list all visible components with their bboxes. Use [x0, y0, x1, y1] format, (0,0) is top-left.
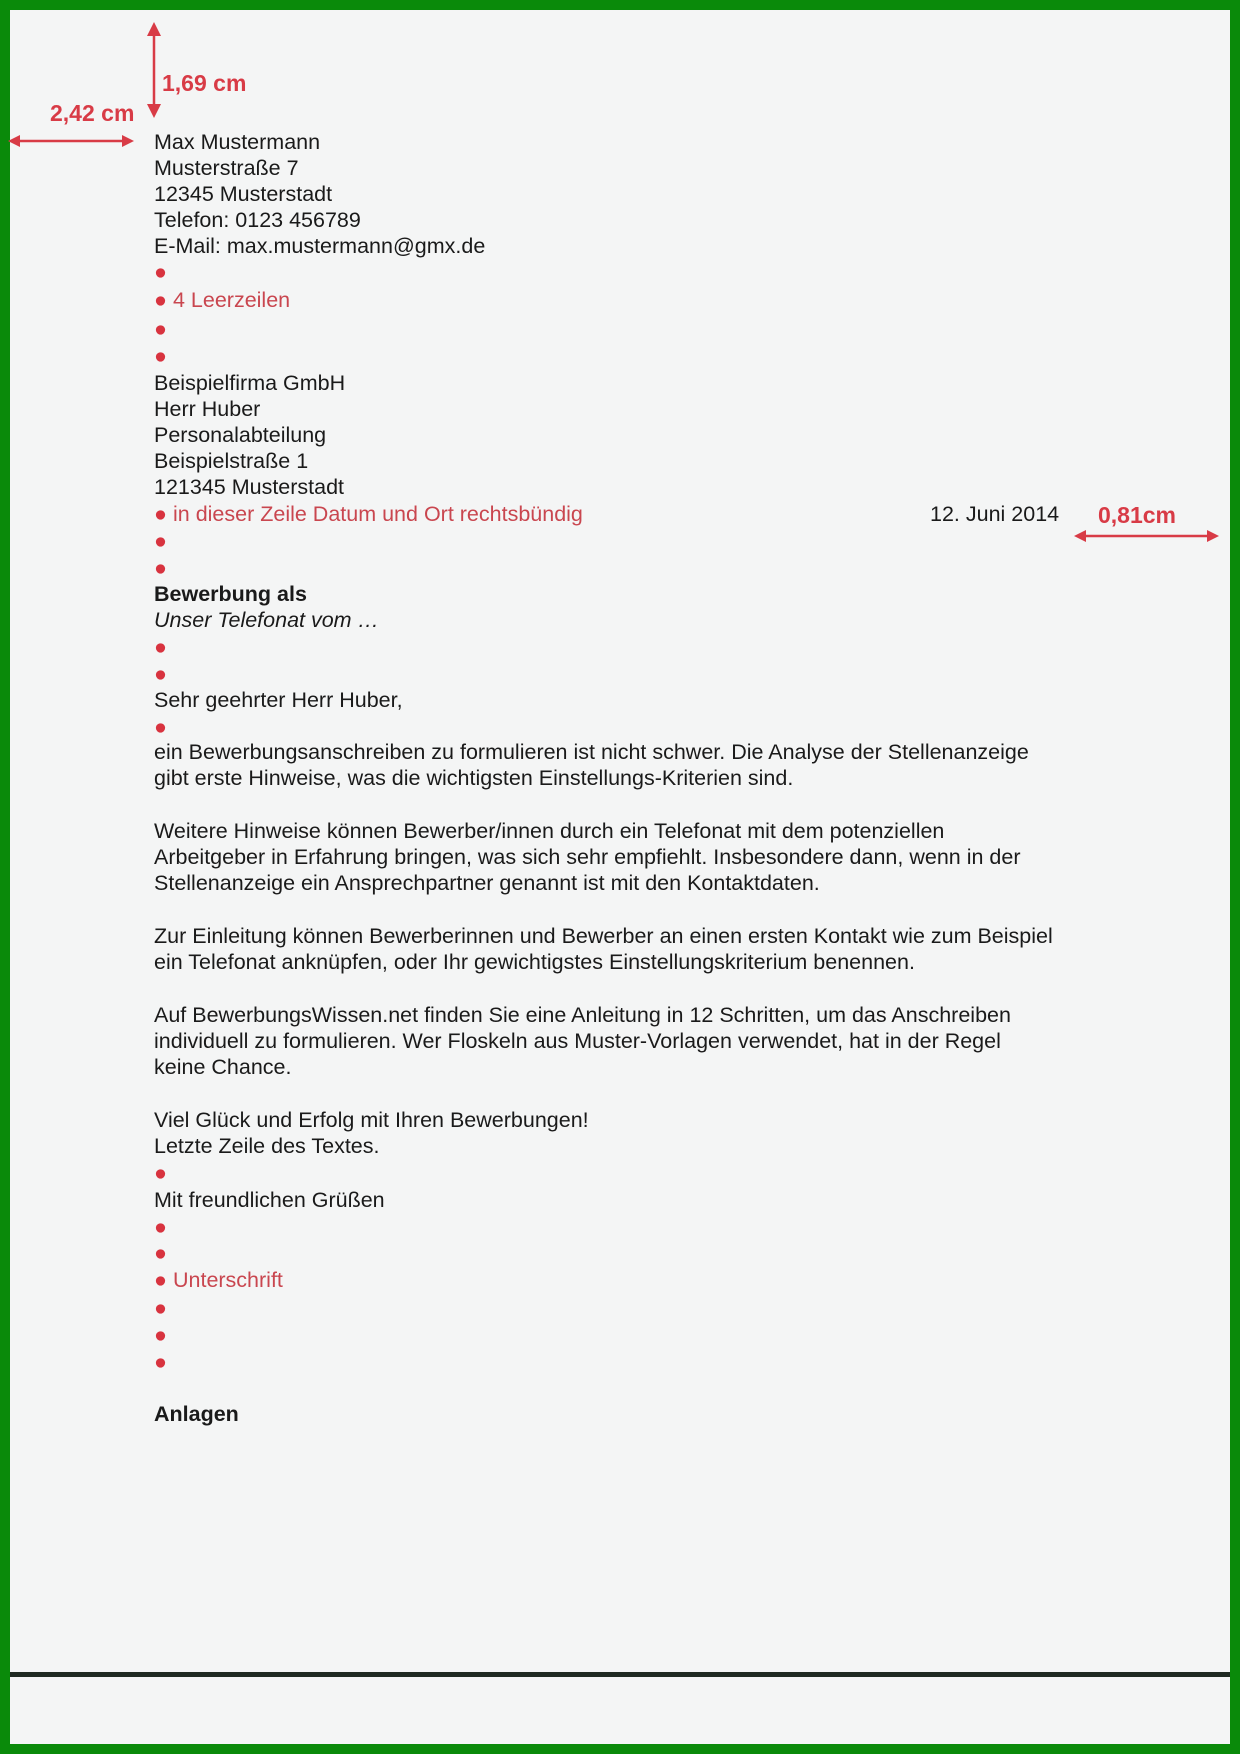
- blank-line-marker: ●: [154, 317, 167, 341]
- blank-line-marker: ●: [154, 1215, 167, 1239]
- salutation: Sehr geehrter Herr Huber,: [154, 688, 403, 712]
- recipient-street: Beispielstraße 1: [154, 449, 309, 473]
- enclosures: Anlagen: [154, 1402, 239, 1426]
- body-line: individuell zu formulieren. Wer Floskeln aus Muster-Vorlagen verwendet, hat in der Regel: [154, 1029, 1001, 1053]
- body-line: keine Chance.: [154, 1055, 292, 1079]
- body-line: Auf BewerbungsWissen.net finden Sie eine Anleitung in 12 Schritten, um das Anschreiben: [154, 1003, 1011, 1027]
- blank-line-marker: ●: [154, 1161, 167, 1185]
- blank-line-marker: ●: [154, 260, 167, 284]
- blank-line-marker: ●: [154, 1296, 167, 1320]
- body-line: gibt erste Hinweise, was die wichtigsten Einstellungs-Kriterien sind.: [154, 766, 794, 790]
- blank-line-marker: ●: [154, 502, 167, 526]
- sender-city: 12345 Musterstadt: [154, 182, 333, 206]
- subject-line: Bewerbung als: [154, 582, 307, 606]
- top-margin-label: 1,69 cm: [162, 70, 247, 96]
- recipient-department: Personalabteilung: [154, 423, 327, 447]
- signature-note-text: Unterschrift: [172, 1268, 283, 1292]
- recipient-contact: Herr Huber: [154, 397, 261, 421]
- blank-line-marker: ●: [154, 635, 167, 659]
- recipient-city: 121345 Musterstadt: [154, 475, 345, 499]
- blank-lines-note: [154, 287, 290, 313]
- blank-line-marker: ●: [154, 1323, 167, 1347]
- body-line: Arbeitgeber in Erfahrung bringen, was sich sehr empfiehlt. Insbesondere dann, wenn in der: [154, 845, 1021, 869]
- blank-line-marker: ●: [154, 1268, 167, 1292]
- signature-note: [154, 1267, 283, 1293]
- body-line: Viel Glück und Erfolg mit Ihren Bewerbungen!: [154, 1108, 589, 1132]
- body-line: Zur Einleitung können Bewerberinnen und Bewerber an einen ersten Kontakt wie zum Beispiel: [154, 924, 1053, 948]
- closing: Mit freundlichen Grüßen: [154, 1188, 385, 1212]
- sender-name: Max Mustermann: [154, 130, 321, 154]
- sender-phone: Telefon: 0123 456789: [154, 208, 361, 232]
- sender-email: E-Mail: max.mustermann@gmx.de: [154, 234, 486, 258]
- body-line: Letzte Zeile des Textes.: [154, 1134, 380, 1158]
- letter-date: 12. Juni 2014: [930, 502, 1060, 526]
- blank-lines-note-text: 4 Leerzeilen: [172, 288, 291, 312]
- right-margin-label: 0,81cm: [1098, 502, 1177, 528]
- body-line: Stellenanzeige ein Ansprechpartner genannt ist mit den Kontaktdaten.: [154, 871, 820, 895]
- blank-line-marker: ●: [154, 1350, 167, 1374]
- blank-line-marker: ●: [154, 556, 167, 580]
- blank-line-marker: ●: [154, 288, 167, 312]
- blank-line-marker: ●: [154, 344, 167, 368]
- body-line: Weitere Hinweise können Bewerber/innen durch ein Telefonat mit dem potenziellen: [154, 819, 945, 843]
- body-line: ein Bewerbungsanschreiben zu formulieren ist nicht schwer. Die Analyse der Stellenanzeige: [154, 740, 1029, 764]
- left-margin-label: 2,42 cm: [50, 100, 135, 126]
- reference-line: Unser Telefonat vom …: [154, 608, 380, 632]
- blank-line-marker: ●: [154, 662, 167, 686]
- blank-line-marker: ●: [154, 529, 167, 553]
- blank-line-marker: ●: [154, 715, 167, 739]
- date-line-note: [154, 501, 583, 527]
- date-line-note-text: in dieser Zeile Datum und Ort rechtsbündig: [172, 502, 583, 526]
- recipient-company: Beispielfirma GmbH: [154, 371, 346, 395]
- blank-line-marker: ●: [154, 1241, 167, 1265]
- body-line: ein Telefonat anknüpfen, oder Ihr gewichtigstes Einstellungskriterium benennen.: [154, 950, 915, 974]
- sender-street: Musterstraße 7: [154, 156, 299, 180]
